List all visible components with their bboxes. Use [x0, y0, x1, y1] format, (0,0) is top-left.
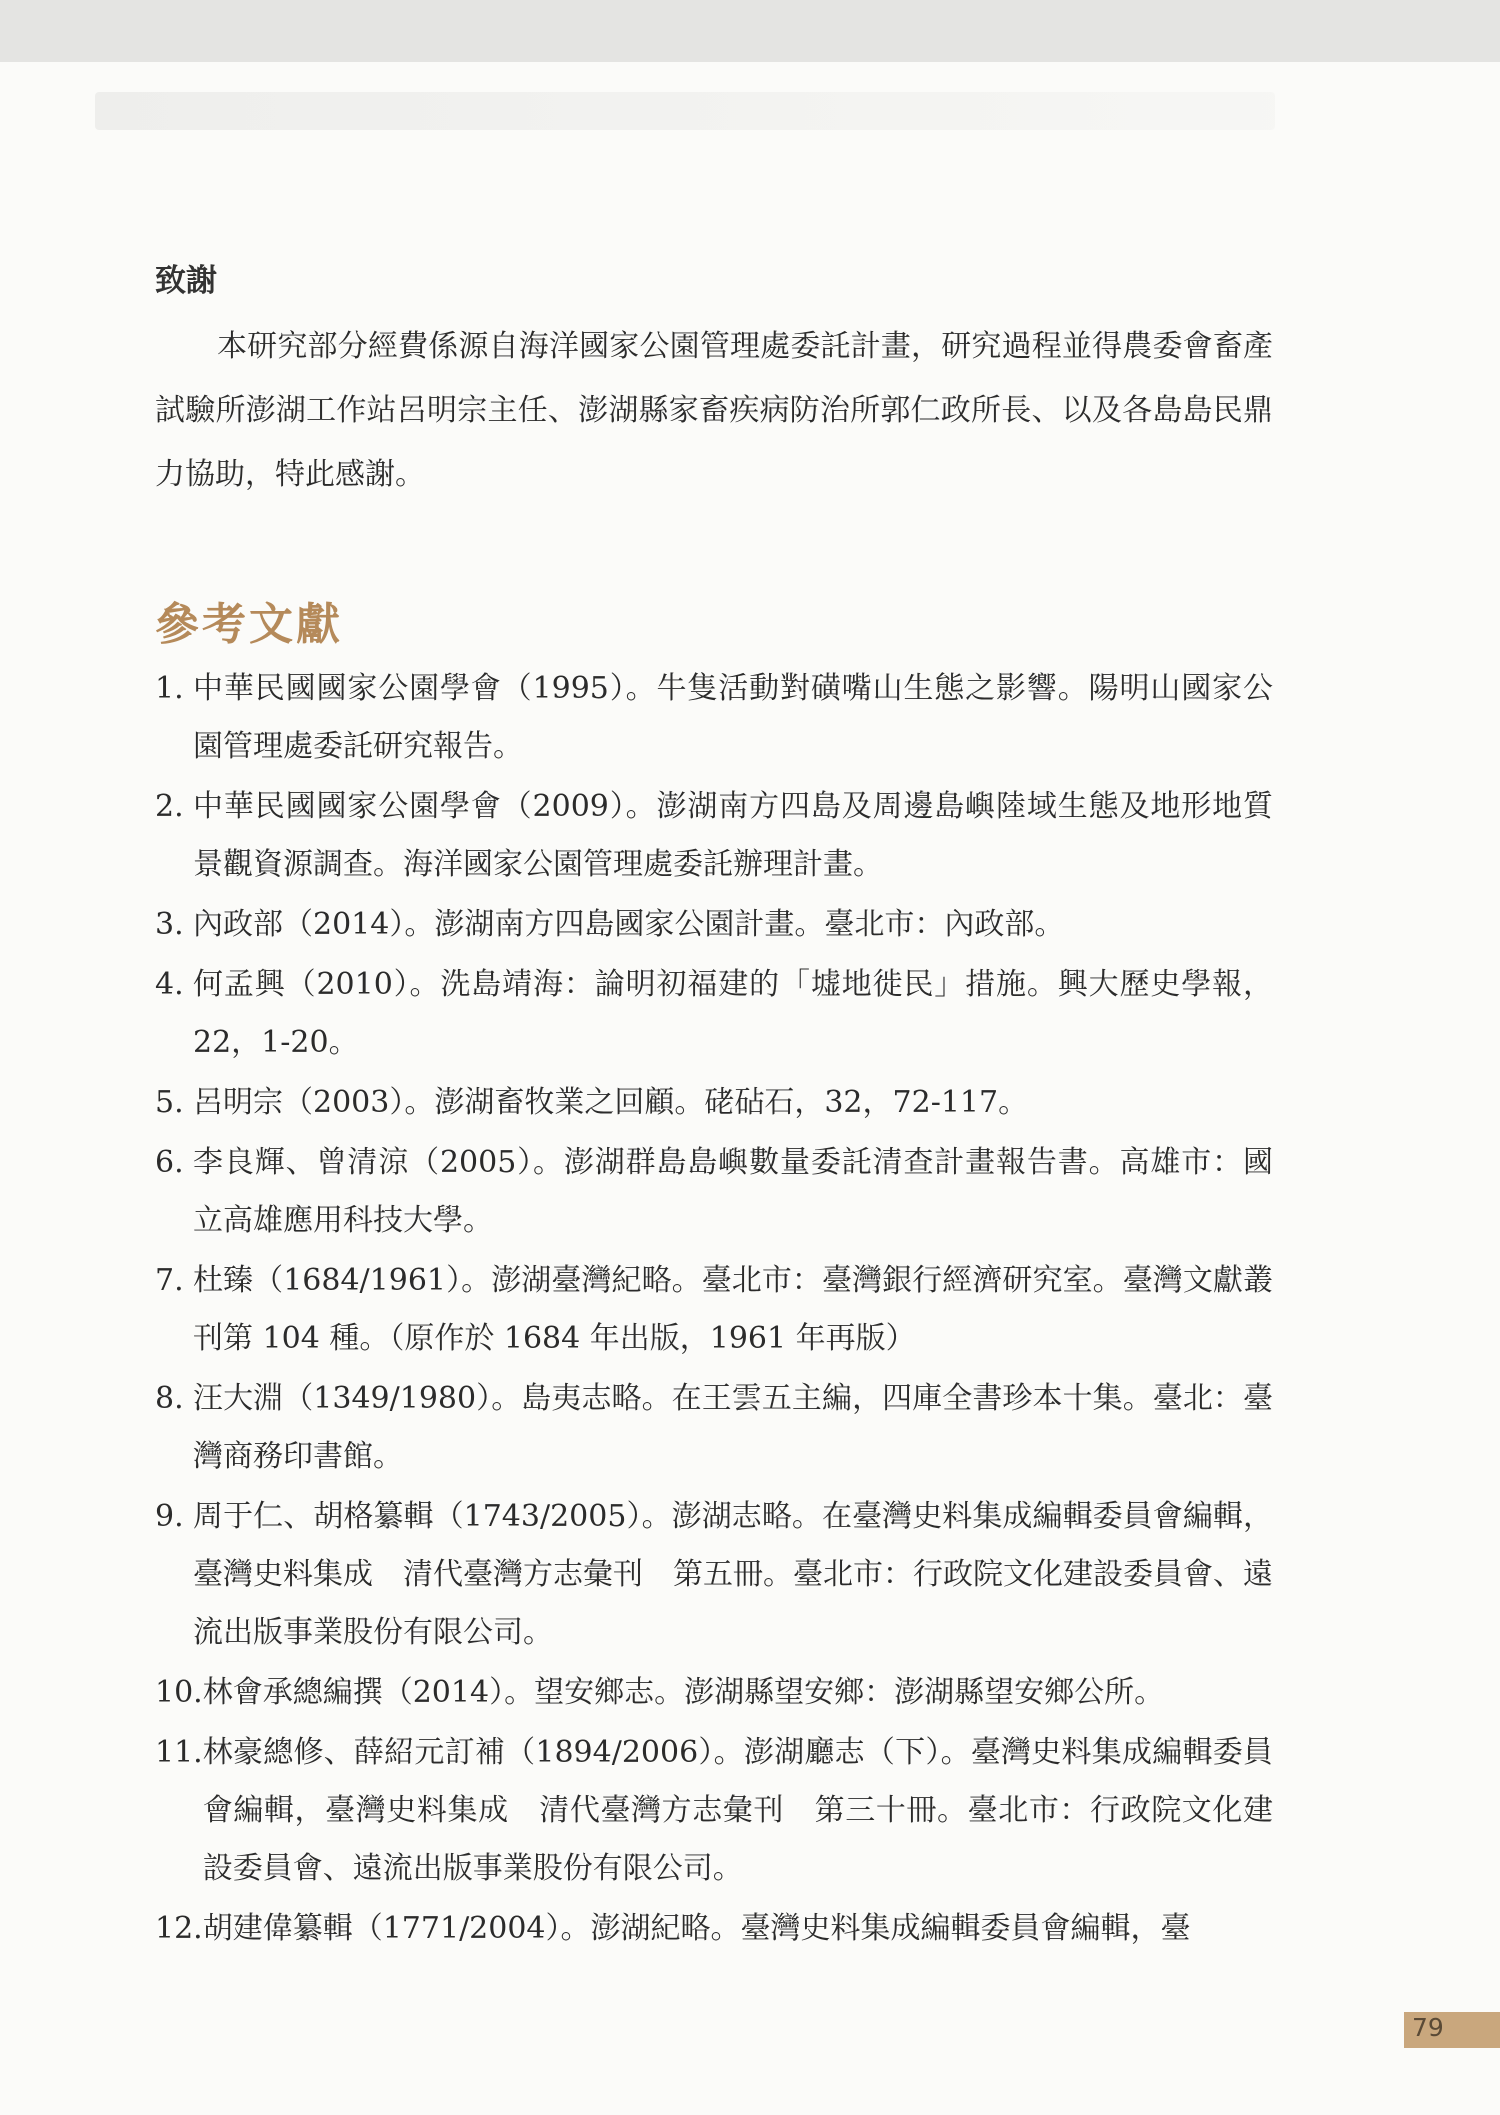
acknowledgement-heading: 致謝: [155, 263, 217, 299]
reference-item: [155, 1252, 1273, 1368]
reference-item: [155, 1134, 1273, 1250]
reference-number: 1.: [155, 671, 184, 706]
reference-item: [155, 956, 1273, 1072]
reference-text: 中華民國國家公園學會（1995）。牛隻活動對磺嘴山生態之影響。陽明山國家公園管理處委託研究報告。: [193, 671, 1273, 764]
reference-number: 5.: [155, 1085, 184, 1120]
bleed-through-header: [95, 92, 1275, 130]
reference-text: 林會承總編撰（2014）。望安鄉志。澎湖縣望安鄉：澎湖縣望安鄉公所。: [202, 1675, 1165, 1710]
scan-top-band: [0, 0, 1500, 62]
acknowledgement-paragraph: 本研究部分經費係源自海洋國家公園管理處委託計畫，研究過程並得農委會畜產試驗所澎湖工作站呂明宗主任、澎湖縣家畜疾病防治所郭仁政所長、以及各島島民鼎力協助，特此感謝。: [155, 329, 1273, 492]
reference-text: 李良輝、曾清涼（2005）。澎湖群島島嶼數量委託清查計畫報告書。高雄市：國立高雄應用科技大學。: [193, 1145, 1273, 1238]
reference-text: 內政部（2014）。澎湖南方四島國家公園計畫。臺北市：內政部。: [193, 907, 1065, 942]
reference-number: 3.: [155, 907, 184, 942]
reference-number: 11.: [155, 1735, 203, 1770]
reference-text: 胡建偉纂輯（1771/2004）。澎湖紀略。臺灣史料集成編輯委員會編輯，臺: [202, 1911, 1191, 1946]
page-number: 79: [1412, 2013, 1444, 2042]
reference-item: [155, 1664, 1273, 1722]
reference-item: [155, 660, 1273, 776]
reference-item: [155, 1900, 1273, 1958]
reference-number: 4.: [155, 967, 184, 1002]
reference-item: [155, 1074, 1273, 1132]
reference-text: 林豪總修、薛紹元訂補（1894/2006）。澎湖廳志（下）。臺灣史料集成編輯委員會編輯，臺灣史料集成 清代臺灣方志彙刊 第三十冊。臺北市：行政院文化建設委員會、遠流出版事業股份有限公司。: [202, 1735, 1273, 1886]
reference-item: [155, 1488, 1273, 1662]
reference-text: 杜臻（1684/1961）。澎湖臺灣紀略。臺北市：臺灣銀行經濟研究室。臺灣文獻叢刊第 104 種。（原作於 1684 年出版，1961 年再版）: [193, 1263, 1273, 1356]
reference-text: 汪大淵（1349/1980）。島夷志略。在王雲五主編，四庫全書珍本十集。臺北：臺灣商務印書館。: [193, 1381, 1273, 1474]
reference-number: 12.: [155, 1911, 203, 1946]
reference-item: [155, 896, 1273, 954]
reference-number: 7.: [155, 1263, 184, 1298]
reference-text: 何孟興（2010）。洗島靖海：論明初福建的「墟地徙民」措施。興大歷史學報，22，1-20。: [193, 967, 1273, 1060]
reference-text: 周于仁、胡格纂輯（1743/2005）。澎湖志略。在臺灣史料集成編輯委員會編輯，臺灣史料集成 清代臺灣方志彙刊 第五冊。臺北市：行政院文化建設委員會、遠流出版事業股份有限公司。: [193, 1499, 1273, 1650]
reference-number: 8.: [155, 1381, 184, 1416]
reference-item: [155, 1724, 1273, 1898]
reference-number: 9.: [155, 1499, 184, 1534]
references-heading: 參考文獻: [155, 599, 343, 650]
reference-number: 2.: [155, 789, 184, 824]
reference-text: 呂明宗（2003）。澎湖畜牧業之回顧。硓砧石，32，72-117。: [193, 1085, 1029, 1120]
reference-text: 中華民國國家公園學會（2009）。澎湖南方四島及周邊島嶼陸域生態及地形地質景觀資源調查。海洋國家公園管理處委託辦理計畫。: [193, 789, 1273, 882]
reference-item: [155, 1370, 1273, 1486]
reference-list: [155, 660, 1273, 1960]
reference-number: 10.: [155, 1675, 203, 1710]
reference-item: [155, 778, 1273, 894]
reference-number: 6.: [155, 1145, 184, 1180]
